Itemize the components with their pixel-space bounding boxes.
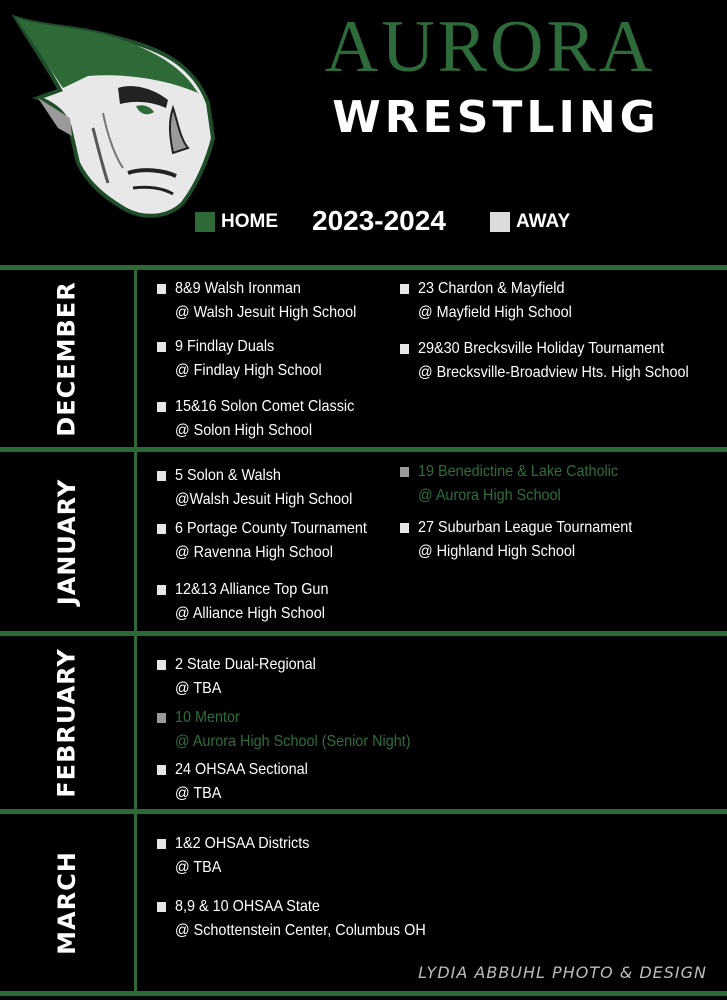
event-location: @ Findlay High School bbox=[175, 362, 322, 379]
event-location: @ Aurora High School bbox=[418, 487, 561, 504]
event-location: @ Walsh Jesuit High School bbox=[175, 304, 357, 321]
greenman-mascot-icon bbox=[8, 8, 218, 220]
home-swatch bbox=[195, 212, 215, 232]
month-label-december: DECEMBER bbox=[53, 280, 81, 437]
event-title: 2 State Dual-Regional bbox=[175, 656, 316, 673]
event-title: 23 Chardon & Mayfield bbox=[418, 280, 565, 297]
divider-bottom bbox=[0, 991, 727, 996]
away-bullet bbox=[157, 585, 166, 595]
away-bullet bbox=[157, 284, 166, 294]
event-title: 24 OHSAA Sectional bbox=[175, 761, 308, 778]
event-location: @ Ravenna High School bbox=[175, 544, 333, 561]
event-title: 5 Solon & Walsh bbox=[175, 467, 281, 484]
season-label: 2023-2024 bbox=[312, 205, 446, 236]
event-location: @ Brecksville-Broadview Hts. High School bbox=[418, 364, 689, 381]
event-title: 6 Portage County Tournament bbox=[175, 520, 367, 537]
event-location: @ Alliance High School bbox=[175, 605, 325, 622]
event-title: 10 Mentor bbox=[175, 709, 240, 726]
event-title: 8,9 & 10 OHSAA State bbox=[175, 898, 320, 915]
event-location: @ Aurora High School (Senior Night) bbox=[175, 733, 411, 750]
event-title: 15&16 Solon Comet Classic bbox=[175, 398, 355, 415]
month-january bbox=[0, 452, 134, 631]
team-name: AURORA bbox=[324, 6, 656, 88]
designer-credit: LYDIA ABBUHL PHOTO & DESIGN bbox=[418, 963, 707, 982]
event-location: @Walsh Jesuit High School bbox=[175, 491, 353, 508]
away-bullet bbox=[400, 284, 409, 294]
event-title: 1&2 OHSAA Districts bbox=[175, 835, 310, 852]
event-location: @ TBA bbox=[175, 859, 222, 876]
month-label-march: MARCH bbox=[52, 850, 81, 955]
event-title: 12&13 Alliance Top Gun bbox=[175, 581, 329, 598]
away-swatch bbox=[490, 212, 510, 232]
event-title: 8&9 Walsh Ironman bbox=[175, 280, 301, 297]
month-label-january: JANUARY bbox=[53, 478, 81, 605]
event-title: 27 Suburban League Tournament bbox=[418, 519, 633, 536]
away-bullet bbox=[157, 342, 166, 352]
event-location: @ Schottenstein Center, Columbus OH bbox=[175, 922, 426, 939]
event-title: 29&30 Brecksville Holiday Tournament bbox=[418, 340, 665, 357]
month-label-february: FEBRUARY bbox=[53, 647, 81, 798]
away-bullet bbox=[400, 344, 409, 354]
sport-name: WRESTLING bbox=[332, 92, 660, 143]
event-title: 19 Benedictine & Lake Catholic bbox=[418, 463, 619, 480]
event-location: @ TBA bbox=[175, 785, 222, 802]
legend-away bbox=[490, 207, 570, 237]
away-bullet bbox=[157, 402, 166, 412]
home-bullet bbox=[157, 713, 166, 723]
away-bullet bbox=[157, 839, 166, 849]
away-bullet bbox=[157, 765, 166, 775]
month-december bbox=[0, 270, 134, 447]
away-bullet bbox=[157, 902, 166, 912]
away-bullet bbox=[400, 523, 409, 533]
month-march bbox=[0, 814, 134, 991]
month-column-divider bbox=[134, 270, 137, 991]
legend-home bbox=[195, 207, 278, 237]
event-title: 9 Findlay Duals bbox=[175, 338, 275, 355]
away-bullet bbox=[157, 660, 166, 670]
event-location: @ Highland High School bbox=[418, 543, 576, 560]
home-bullet bbox=[400, 467, 409, 477]
event-location: @ Solon High School bbox=[175, 422, 313, 439]
event-location: @ Mayfield High School bbox=[418, 304, 572, 321]
month-february bbox=[0, 636, 134, 809]
away-bullet bbox=[157, 471, 166, 481]
legend-home-label: HOME bbox=[221, 211, 278, 232]
legend-away-label: AWAY bbox=[516, 211, 571, 232]
away-bullet bbox=[157, 524, 166, 534]
event-location: @ TBA bbox=[175, 680, 222, 697]
